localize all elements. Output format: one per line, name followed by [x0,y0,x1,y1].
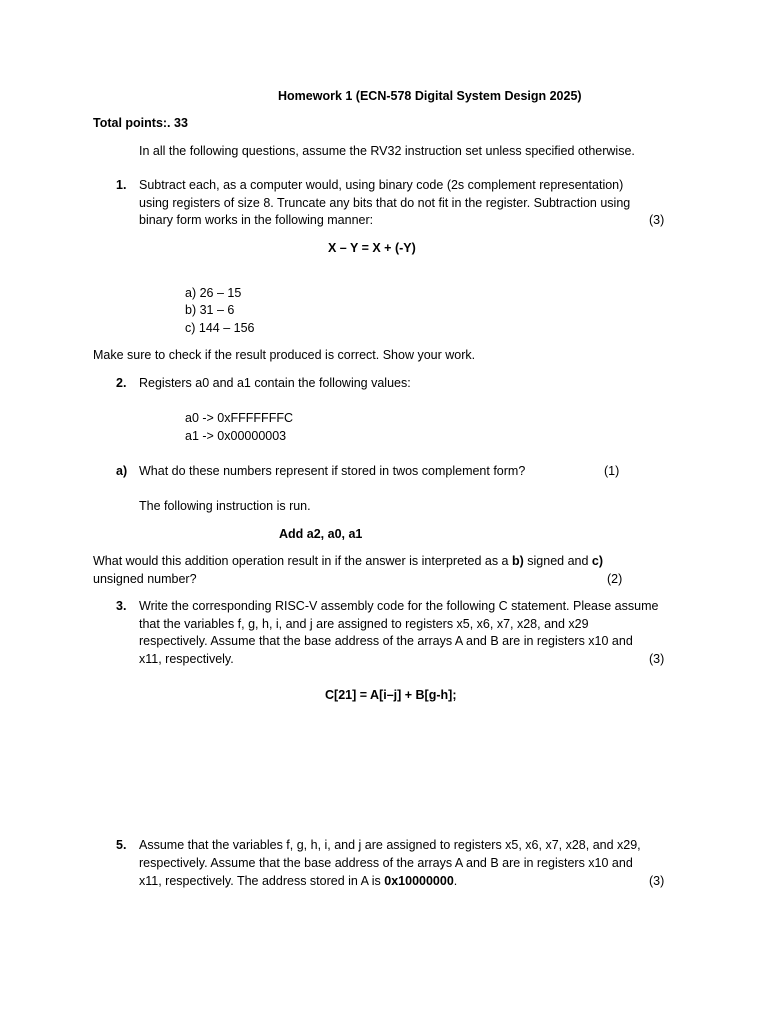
question-text-line: using registers of size 8. Truncate any bits that do not fit in the register. Subtraction using [139,196,631,210]
points-label: (3) [649,874,665,888]
question-number: 3. [116,599,127,613]
points-label: (1) [604,464,620,478]
register-value: a1 -> 0x00000003 [185,429,287,443]
points-label: (2) [607,572,623,586]
question-number: 1. [116,178,127,192]
intro-text: In all the following questions, assume the RV32 instruction set unless specified otherwise. [139,144,635,158]
question-text-line: x11, respectively. [139,652,234,666]
question-text-line: respectively. Assume that the base address of the arrays A and B are in registers x10 and [139,634,633,648]
register-value: a0 -> 0xFFFFFFFC [185,411,293,425]
instruction-intro: The following instruction is run. [139,499,311,513]
total-points: Total points:. 33 [93,116,188,130]
question-number: 2. [116,376,127,390]
formula: X – Y = X + (-Y) [328,241,416,255]
points-label: (3) [649,213,665,227]
question-text-line: Registers a0 and a1 contain the following values: [139,376,411,390]
address-value: 0x10000000 [384,874,454,888]
subquestion-label: a) [116,464,128,478]
instruction-code: Add a2, a0, a1 [279,527,363,541]
question-text-line: binary form works in the following manner: [139,213,374,227]
question-text-line: respectively. Assume that the base address of the arrays A and B are in registers x10 and [139,856,633,870]
page-title: Homework 1 (ECN-578 Digital System Design 2025) [278,89,582,103]
subquestion-text: What do these numbers represent if stored in twos complement form? [139,464,526,478]
question-text-line: Assume that the variables f, g, h, i, and j are assigned to registers x5, x6, x7, x28, and x29, [139,838,641,852]
question-text-line: unsigned number? [93,572,197,586]
list-item: b) 31 – 6 [185,303,235,317]
question-text-line: Subtract each, as a computer would, using binary code (2s complement representation) [139,178,624,192]
question-text-line: x11, respectively. The address stored in A is 0x10000000. [139,874,458,888]
note-text: Make sure to check if the result produced is correct. Show your work. [93,348,476,362]
c-statement: C[21] = A[i–j] + B[g-h]; [325,688,457,702]
question-text-line: What would this addition operation result in if the answer is interpreted as a b) signed and c) [93,554,604,568]
question-text-line: Write the corresponding RISC-V assembly code for the following C statement. Please assume [139,599,659,613]
list-item: c) 144 – 156 [185,321,255,335]
list-item: a) 26 – 15 [185,286,242,300]
points-label: (3) [649,652,665,666]
question-number: 5. [116,838,127,852]
question-text-line: that the variables f, g, h, i, and j are assigned to registers x5, x6, x7, x28, and x29 [139,617,589,631]
